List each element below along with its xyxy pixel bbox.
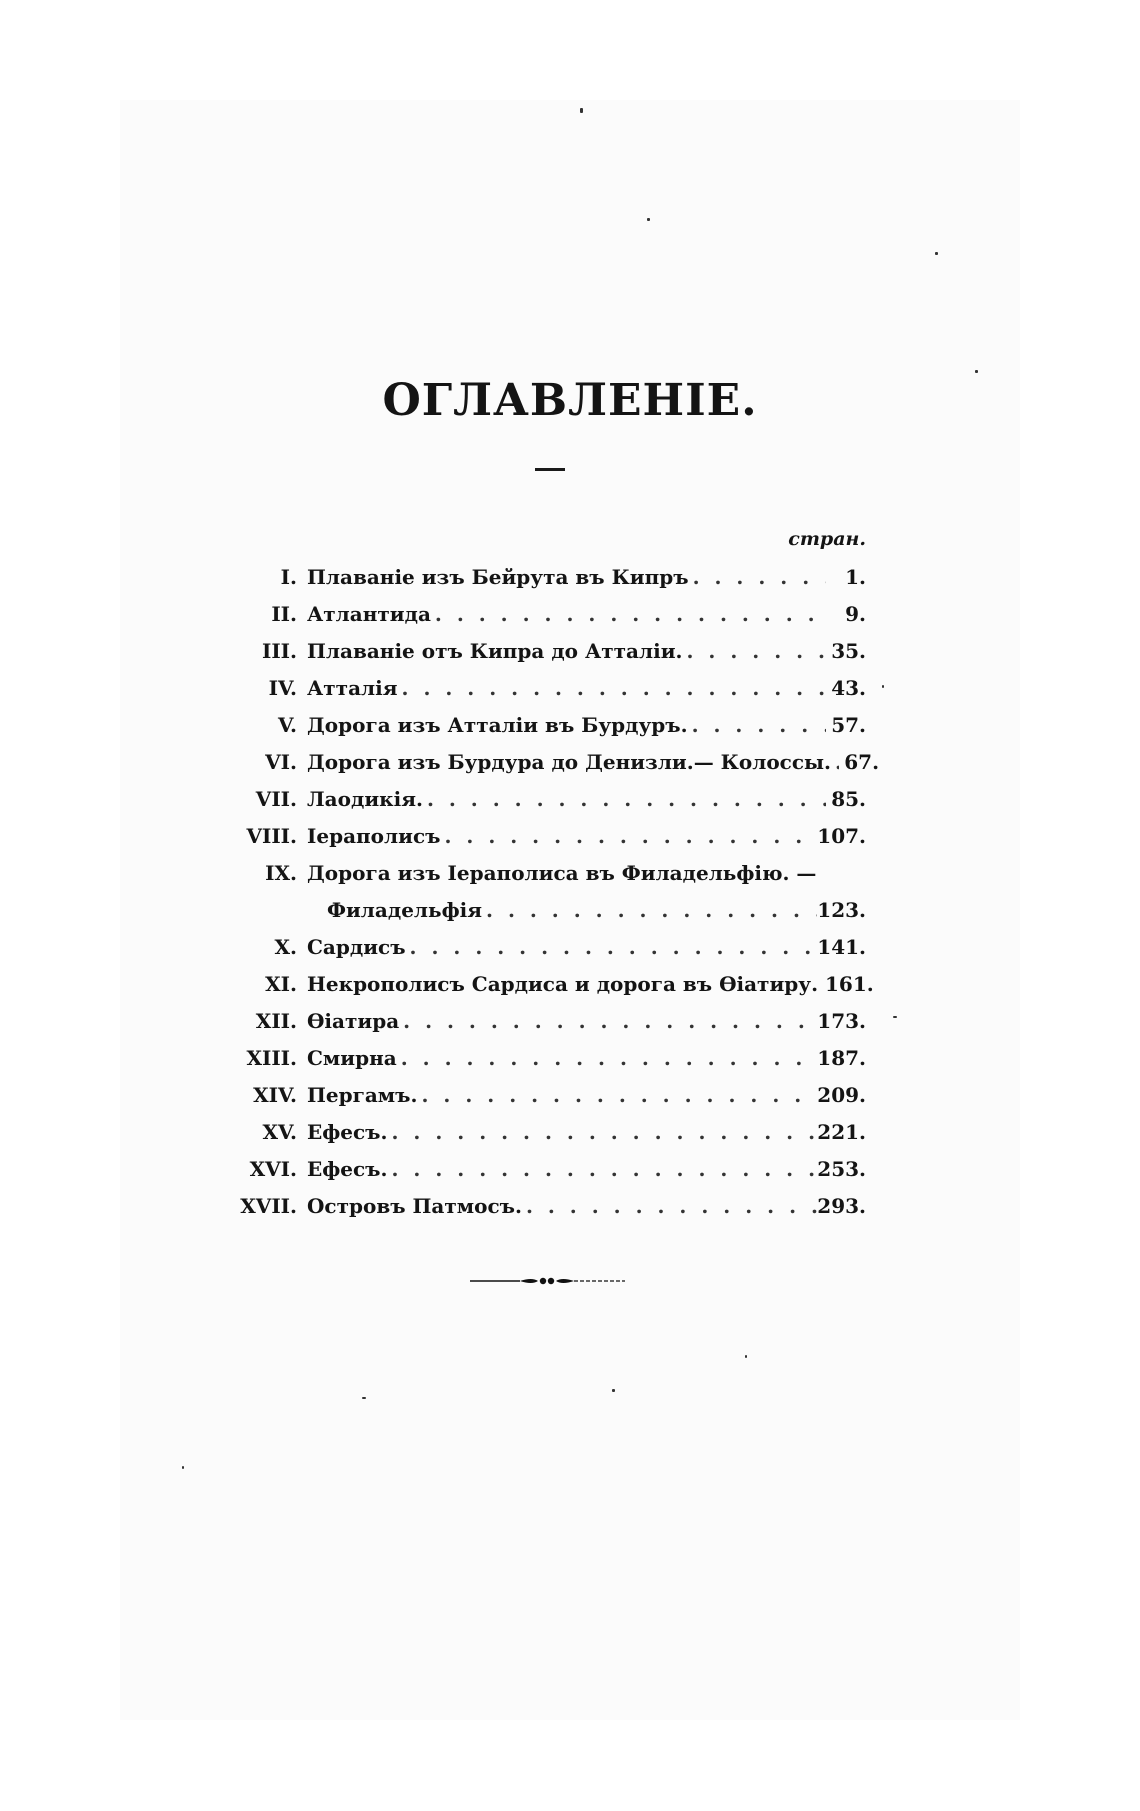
toc-entry-page: . 161. (811, 972, 874, 996)
speck (362, 1397, 366, 1399)
toc-entry-title: Островъ Патмосъ. (307, 1194, 522, 1218)
toc-entry-title: Плаваніе отъ Кипра до Атталіи. (307, 639, 683, 663)
toc-entry-page: 209. (817, 1083, 866, 1107)
toc-entry-title: Плаваніе изъ Бейрута въ Кипръ (307, 565, 689, 589)
toc-entry-page: 43. (831, 676, 866, 700)
toc-entry-page: 173. (817, 1009, 866, 1033)
toc-entry-number: XIV. (253, 1083, 297, 1107)
dot-leader (399, 1009, 817, 1033)
toc-entry-title: Некрополисъ Сардиса и дорога въ Ѳіатиру (307, 972, 812, 996)
toc-entry (232, 787, 866, 824)
page-column-header: стран. (788, 528, 866, 550)
speck (745, 1355, 747, 1358)
dot-leader (397, 1046, 818, 1070)
toc-entry-title: Пергамъ. (307, 1083, 418, 1107)
dot-leader (522, 1194, 817, 1218)
toc-entry-page: 253. (817, 1157, 866, 1181)
toc-entry-number: II. (271, 602, 297, 626)
speck (612, 1389, 615, 1392)
toc-entry-number: VI. (265, 750, 297, 774)
toc-entry-title: Сардисъ (307, 935, 406, 959)
toc-entry-number: I. (280, 565, 297, 589)
toc-entry (232, 565, 866, 602)
dot-leader (406, 935, 818, 959)
toc-entry-page: 293. (817, 1194, 866, 1218)
dot-leader (482, 898, 817, 922)
toc-entry-page: 187. (817, 1046, 866, 1070)
toc-entry (232, 1046, 866, 1083)
toc-entry-title: Дорога изъ Атталіи въ Бурдуръ. (307, 713, 688, 737)
toc-entry-number: XV. (262, 1120, 297, 1144)
toc-entry-number: VII. (255, 787, 297, 811)
dot-leader (423, 787, 826, 811)
toc-entry (232, 1120, 866, 1157)
dot-leader (683, 639, 827, 663)
toc-entry-page: 85. (831, 787, 866, 811)
toc-entry-number: XVII. (240, 1194, 297, 1218)
toc-entry-title: Ефесъ. (307, 1157, 388, 1181)
toc-entry-title: Смирна (307, 1046, 397, 1070)
dot-leader (688, 713, 826, 737)
toc-entry-number: XVI. (249, 1157, 297, 1181)
toc-entry (232, 602, 866, 639)
speck (580, 108, 583, 113)
speck (975, 370, 978, 373)
toc-entry (232, 935, 866, 972)
speck (647, 218, 650, 221)
toc-entry (232, 713, 866, 750)
toc-entry (232, 861, 866, 898)
toc-entry (232, 1009, 866, 1046)
dot-leader (388, 1157, 818, 1181)
speck (882, 685, 884, 688)
toc-entry-title: Лаодикія. (307, 787, 423, 811)
toc-entry-page: 1. (845, 565, 866, 589)
toc-entry-title: Ефесъ. (307, 1120, 388, 1144)
ornament-divider (470, 1271, 625, 1291)
dot-leader (398, 676, 826, 700)
toc-entry-number: X. (274, 935, 297, 959)
toc-entry-number: XI. (265, 972, 297, 996)
toc-entry-title: Ѳіатира (307, 1009, 400, 1033)
toc-entry (232, 750, 880, 787)
toc-entry-number: XIII. (246, 1046, 297, 1070)
toc-entry (232, 1083, 866, 1120)
toc-entry-number: XII. (255, 1009, 297, 1033)
toc-entry-title: Іераполисъ (307, 824, 441, 848)
dot-leader (689, 565, 826, 589)
toc-entry-number: V. (278, 713, 297, 737)
toc-entry-title: Атлантида (307, 602, 431, 626)
dot-leader (440, 824, 817, 848)
toc-entry-number: IV. (268, 676, 297, 700)
title-rule (535, 468, 565, 471)
toc-entry-page: 107. (817, 824, 866, 848)
dot-leader (431, 602, 826, 626)
toc-entry (232, 676, 866, 713)
toc-entry-number: IX. (265, 861, 297, 885)
toc-entry (232, 972, 874, 1009)
toc-entry-page: 9. (845, 602, 866, 626)
toc-entry-page: 221. (817, 1120, 866, 1144)
toc-entry (232, 1157, 866, 1194)
toc-entry-number: VIII. (246, 824, 297, 848)
toc-entry-page: 57. (831, 713, 866, 737)
toc-entry-page: 123. (817, 898, 866, 922)
toc-entry-title: Филадельфія (327, 898, 483, 922)
toc-entry-title: Дорога изъ Бурдура до Денизли.— Колоссы. (307, 750, 832, 774)
dot-leader (418, 1083, 818, 1107)
toc-entry (232, 898, 866, 935)
toc-entry-title: Атталія (307, 676, 398, 700)
dot-leader (831, 750, 839, 774)
table-of-contents (232, 565, 880, 1231)
toc-entry-title: Дорога изъ Іераполиса въ Филадельфію. — (307, 861, 817, 885)
speck (893, 1016, 897, 1018)
toc-entry-number: III. (261, 639, 297, 663)
page-title: ОГЛАВЛЕНІЕ. (382, 375, 758, 426)
speck (935, 252, 938, 255)
toc-entry (232, 639, 866, 676)
toc-entry-page: 141. (817, 935, 866, 959)
toc-entry (232, 1194, 866, 1231)
toc-entry-page: 67. (844, 750, 880, 774)
toc-entry-page: 35. (831, 639, 866, 663)
dot-leader (388, 1120, 818, 1144)
speck (182, 1466, 184, 1469)
toc-entry (232, 824, 866, 861)
